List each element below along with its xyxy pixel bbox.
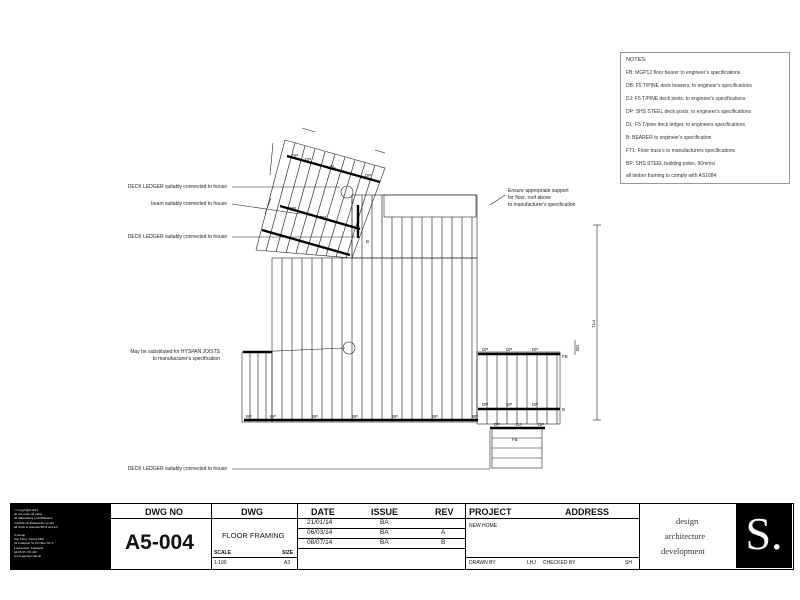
note-item: FB: MGP12 floor bearer to engineer's specifications	[626, 70, 741, 76]
tag-dp: DP	[320, 215, 327, 220]
copyright-line: www.sgroup.com.au	[14, 554, 42, 559]
tag-db: DB	[575, 345, 580, 352]
tag-b: B	[366, 239, 370, 244]
note-item: FT1: Floor truss's to manufacturers specifications	[626, 148, 736, 154]
project-name: NEW HOME	[469, 523, 498, 529]
tag-dp: DP	[532, 402, 539, 407]
project-label: PROJECT	[469, 507, 512, 517]
scale-label: SCALE	[214, 550, 231, 556]
brand-line-development: development	[661, 546, 705, 556]
callout-beam: beam suitably connected to house	[151, 201, 227, 207]
tag-dp: DP	[506, 347, 513, 352]
tag-dp: DP	[506, 402, 513, 407]
tag-bp: BP	[432, 414, 439, 419]
tag-fb: FB	[562, 354, 568, 359]
revision-rev: B	[441, 539, 446, 546]
copyright-line: confirm all dimensions on site	[14, 520, 54, 525]
revision-date: 21/01/14	[307, 519, 333, 526]
tag-dp: DP	[494, 422, 501, 427]
copyright-line: do not scale off plans	[14, 512, 43, 517]
note-item: BP: SHS STEEL building poles, 90mmsi	[626, 161, 716, 167]
note-item: DJ: F5 T/PINE deck joists, to engineer's specifications	[626, 96, 746, 102]
dwg-no-label: DWG NO	[145, 507, 183, 517]
copyright-panel	[11, 504, 111, 569]
tag-dp: DP	[365, 173, 372, 178]
copyright-line: all work to relevant BCA and AS	[14, 524, 58, 529]
drawn-by-label: DRAWN BY	[469, 560, 496, 566]
dwg-cell	[211, 504, 298, 569]
tag-dp: DP	[532, 347, 539, 352]
tag-dp: DP	[292, 153, 299, 158]
callout-deck-ledger-mid: DECK LEDGER suitably connected to house	[127, 234, 227, 240]
issue-label: ISSUE	[371, 507, 399, 517]
rev-label: REV	[435, 507, 454, 517]
tag-bp: BP	[270, 414, 277, 419]
tag-dp: DP	[305, 157, 312, 162]
callout-ensure-support-3: to manufacturer's specification	[508, 202, 576, 208]
callout-deck-ledger-top: DECK LEDGER suitably connected to house	[127, 184, 227, 190]
scale-value: 1:100	[214, 560, 227, 566]
revision-issue: BA	[380, 539, 389, 546]
brand-line-design: design	[676, 516, 699, 526]
tag-bp: BP	[472, 414, 479, 419]
note-item: B: BEARER to engineer's specification	[626, 135, 712, 141]
callout-deck-ledger-bottom: DECK LEDGER suitably connected to house	[127, 466, 227, 472]
revision-issue: BA	[380, 529, 389, 536]
note-item: DL: F5 T/pine deck ledger, to engineers specifications	[626, 122, 745, 128]
copyright-line: S Group	[14, 533, 26, 538]
tag-bp: BP	[246, 414, 253, 419]
callout-hyspan-1: May be substituted for HYSPAN JOISTS	[130, 349, 220, 355]
checked-by-label: CHECKED BY	[543, 560, 576, 566]
company-logo: S.	[736, 503, 792, 568]
dwg-label: DWG	[241, 507, 263, 517]
drawn-by-value: LHJ	[527, 560, 536, 566]
tag-dp: DP	[482, 402, 489, 407]
tag-bp: BP	[352, 414, 359, 419]
tag-bp: BP	[392, 414, 399, 419]
copyright-line: all dimensions to millimetres	[14, 516, 53, 521]
note-item: DP: SHS STEEL deck posts, to engineer's specifications	[626, 109, 751, 115]
callout-ensure-support-2: for floor, roof above	[508, 195, 552, 201]
tag-dl: DL	[330, 164, 336, 169]
revision-date: 08/07/14	[307, 539, 333, 546]
revision-rev: A	[441, 529, 446, 536]
tag-dp: DP	[482, 347, 489, 352]
tag-fb: FB	[512, 437, 518, 442]
project-cell	[465, 504, 640, 569]
revision-date: 06/03/14	[307, 529, 333, 536]
checked-by-value: SH	[625, 560, 632, 566]
size-label: SIZE	[282, 550, 294, 556]
tag-b: B	[562, 407, 566, 412]
tag-dj: DJ	[516, 422, 522, 427]
address-label: ADDRESS	[565, 507, 610, 517]
drawing-name: FLOOR FRAMING	[222, 531, 285, 540]
callout-hyspan-2: to manufacturer's specification	[152, 356, 220, 362]
date-label: DATE	[311, 507, 335, 517]
copyright-line: © Copyright 2014	[14, 508, 39, 512]
tag-bp: BP	[312, 414, 319, 419]
brand-line-architecture: architecture	[665, 531, 706, 541]
tag-ft1: FT1	[591, 320, 596, 329]
revision-issue: BA	[380, 519, 389, 526]
notes-heading: NOTES:	[626, 57, 647, 63]
note-item: all timber framing to comply with AS1684	[626, 173, 717, 179]
tag-dp: DP	[290, 206, 297, 211]
note-item: DB: F5 T/PINE deck bearers, to engineer's specifications	[626, 83, 752, 89]
title-block	[10, 503, 794, 570]
copyright-line: ph 03 63 135 401	[14, 549, 38, 554]
copyright-line: Launceston, Tasmania	[14, 545, 44, 550]
tag-dp: DP	[538, 422, 545, 427]
drawing-number: A5-004	[125, 531, 194, 554]
copyright-line: 22 Cameron St, PO Box 3271	[14, 541, 54, 546]
dwg-no-cell	[111, 504, 212, 569]
size-value: A3	[284, 560, 291, 566]
copyright-line: Top Floor, Centre Mill	[14, 537, 44, 542]
revision-cell	[297, 504, 466, 569]
callout-ensure-support-1: Ensure appropriate support	[508, 188, 569, 194]
